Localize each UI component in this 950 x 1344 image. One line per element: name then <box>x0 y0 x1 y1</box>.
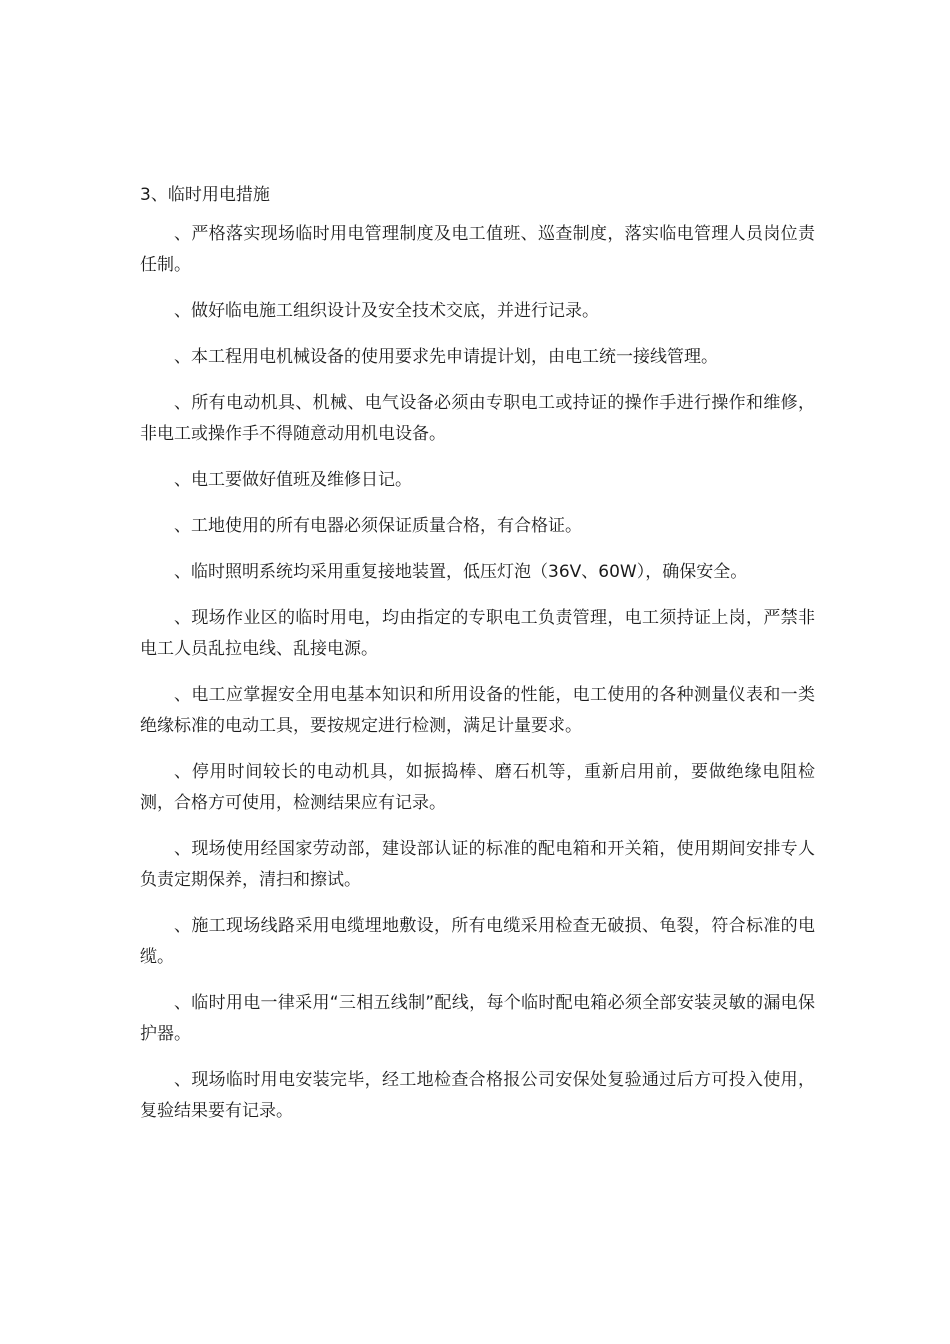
paragraph: 、严格落实现场临时用电管理制度及电工值班、巡查制度，落实临电管理人员岗位责任制。 <box>140 224 815 275</box>
paragraph: 、现场临时用电安装完毕，经工地检查合格报公司安保处复验通过后方可投入使用，复验结果要有记录。 <box>140 1070 815 1121</box>
paragraph: 、做好临电施工组织设计及安全技术交底，并进行记录。 <box>174 301 599 321</box>
paragraph: 、临时照明系统均采用重复接地装置，低压灯泡（36V、60W），确保安全。 <box>174 562 748 582</box>
paragraph: 、现场作业区的临时用电，均由指定的专职电工负责管理，电工须持证上岗，严禁非电工人员乱拉电线、乱接电源。 <box>140 608 815 659</box>
paragraph: 、电工应掌握安全用电基本知识和所用设备的性能，电工使用的各种测量仪表和一类绝缘标准的电动工具，要按规定进行检测，满足计量要求。 <box>140 685 815 736</box>
document-body <box>140 180 815 1142</box>
paragraph: 、临时用电一律采用“三相五线制”配线，每个临时配电箱必须全部安装灵敏的漏电保护器。 <box>140 993 815 1044</box>
paragraph: 、停用时间较长的电动机具，如振捣棒、磨石机等，重新启用前，要做绝缘电阻检测，合格方可使用，检测结果应有记录。 <box>140 762 815 813</box>
section-heading: 3、临时用电措施 <box>140 185 270 205</box>
paragraph: 、电工要做好值班及维修日记。 <box>174 470 412 490</box>
paragraph: 、现场使用经国家劳动部，建设部认证的标准的配电箱和开关箱，使用期间安排专人负责定期保养，清扫和擦试。 <box>140 839 815 890</box>
paragraph: 、工地使用的所有电器必须保证质量合格，有合格证。 <box>174 516 582 536</box>
paragraph: 、所有电动机具、机械、电气设备必须由专职电工或持证的操作手进行操作和维修，非电工或操作手不得随意动用机电设备。 <box>140 393 815 444</box>
paragraph: 、施工现场线路采用电缆埋地敷设，所有电缆采用检查无破损、龟裂，符合标准的电缆。 <box>140 916 815 967</box>
paragraph: 、本工程用电机械设备的使用要求先申请提计划，由电工统一接线管理。 <box>174 347 718 367</box>
